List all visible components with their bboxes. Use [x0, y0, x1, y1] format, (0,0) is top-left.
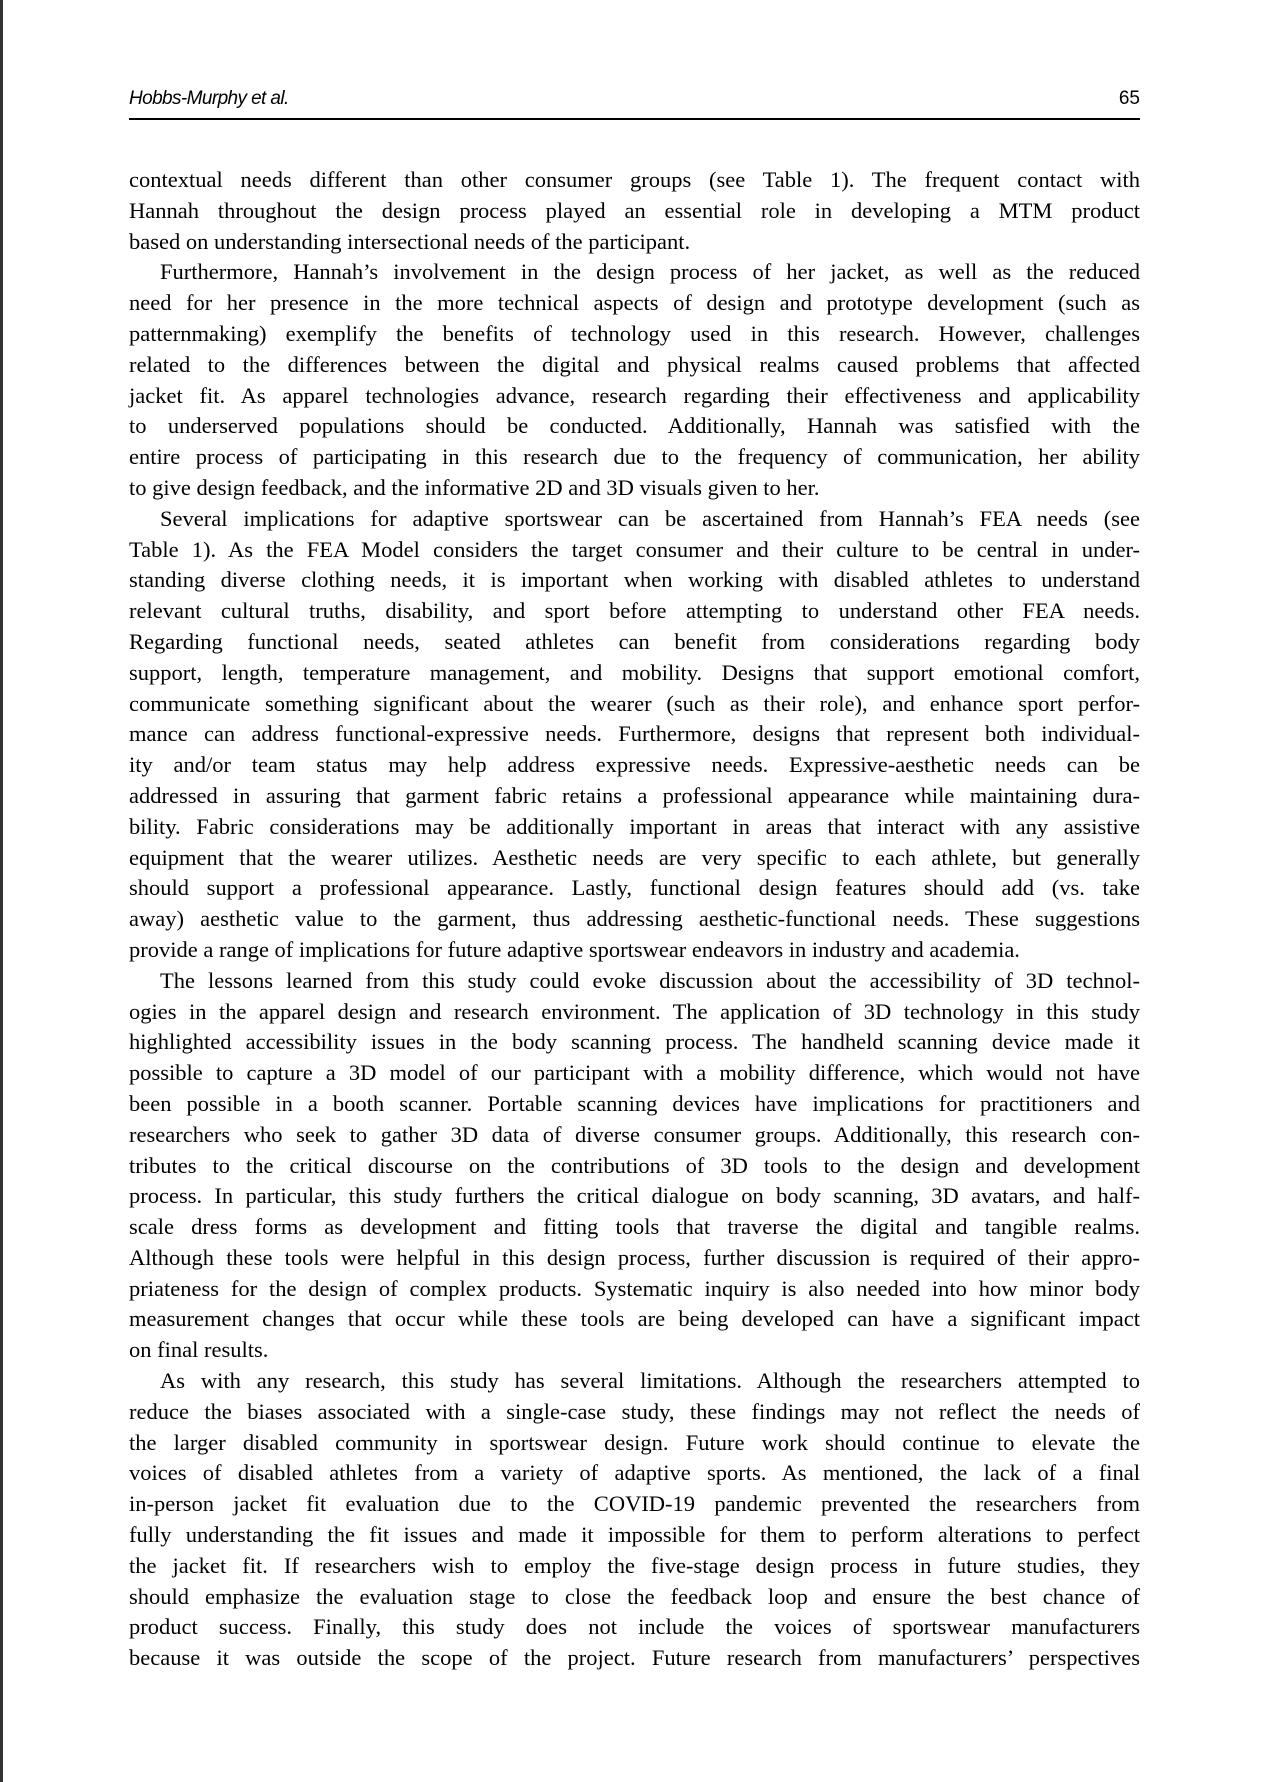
text-line: The lessons learned from this study could evoke discussion about the accessibility of 3D technol- [160, 967, 1140, 993]
text-line: to give design feedback, and the informative 2D and 3D visuals given to her. [129, 474, 820, 500]
text-line: communicate something significant about the wearer (such as their role), and enhance sport perfor- [129, 690, 1140, 716]
text-line: As with any research, this study has several limitations. Although the researchers attempted to [160, 1368, 1140, 1394]
paragraph [129, 966, 1140, 1366]
paragraph [129, 165, 1140, 257]
viewer-left-edge [0, 0, 3, 1782]
paragraph [129, 1366, 1140, 1674]
text-line: related to the differences between the digital and physical realms caused problems that affected [129, 351, 1140, 377]
page-header [129, 86, 1140, 120]
text-line: possible to capture a 3D model of our participant with a mobility difference, which would not have [129, 1060, 1140, 1086]
text-line: scale dress forms as development and fitting tools that traverse the digital and tangible realms. [129, 1214, 1140, 1240]
text-line: on final results. [129, 1337, 269, 1363]
text-line: standing diverse clothing needs, it is important when working with disabled athletes to understand [129, 567, 1140, 593]
text-line: priateness for the design of complex products. Systematic inquiry is also needed into how minor body [129, 1275, 1140, 1301]
text-line: voices of disabled athletes from a variety of adaptive sports. As mentioned, the lack of a final [129, 1460, 1140, 1486]
text-line: should emphasize the evaluation stage to close the feedback loop and ensure the best chance of [129, 1583, 1140, 1609]
body-text [129, 165, 1140, 1674]
text-line: mance can address functional-expressive needs. Furthermore, designs that represent both individual- [129, 721, 1140, 747]
text-line: measurement changes that occur while these tools are being developed can have a significant impact [129, 1306, 1140, 1332]
text-line: fully understanding the fit issues and made it impossible for them to perform alterations to perfect [129, 1522, 1140, 1548]
text-line: provide a range of implications for future adaptive sportswear endeavors in industry and academia. [129, 936, 1020, 962]
text-line: product success. Finally, this study does not include the voices of sportswear manufacturers [129, 1614, 1140, 1640]
text-line: ogies in the apparel design and research environment. The application of 3D technology in this study [129, 998, 1140, 1024]
text-line: support, length, temperature management, and mobility. Designs that support emotional comfort, [129, 659, 1140, 685]
text-line: the larger disabled community in sportswear design. Future work should continue to elevate the [129, 1429, 1140, 1455]
paragraph [129, 504, 1140, 966]
text-line: entire process of participating in this research due to the frequency of communication, her ability [129, 444, 1140, 470]
text-line: because it was outside the scope of the project. Future research from manufacturers’ perspectives [129, 1645, 1140, 1671]
text-line: in-person jacket fit evaluation due to the COVID-19 pandemic prevented the researchers from [129, 1491, 1140, 1517]
text-line: Furthermore, Hannah’s involvement in the design process of her jacket, as well as the reduced [160, 259, 1140, 285]
text-line: relevant cultural truths, disability, and sport before attempting to understand other FEA needs. [129, 598, 1140, 624]
text-line: to underserved populations should be conducted. Additionally, Hannah was satisfied with the [129, 413, 1140, 439]
text-line: Hannah throughout the design process played an essential role in developing a MTM product [129, 197, 1140, 223]
text-line: been possible in a booth scanner. Portable scanning devices have implications for practitioners and [129, 1090, 1140, 1116]
text-line: based on understanding intersectional needs of the participant. [129, 228, 691, 254]
text-line: bility. Fabric considerations may be additionally important in areas that interact with any assistive [129, 813, 1140, 839]
text-line: tributes to the critical discourse on the contributions of 3D tools to the design and development [129, 1152, 1140, 1178]
text-line: addressed in assuring that garment fabric retains a professional appearance while maintaining dura- [129, 782, 1140, 808]
text-line: need for her presence in the more technical aspects of design and prototype development (such as [129, 290, 1140, 316]
text-line: patternmaking) exemplify the benefits of technology used in this research. However, challenges [129, 320, 1140, 346]
text-line: Several implications for adaptive sportswear can be ascertained from Hannah’s FEA needs (see [160, 505, 1140, 531]
text-line: jacket fit. As apparel technologies advance, research regarding their effectiveness and applicability [129, 382, 1140, 408]
text-line: process. In particular, this study furthers the critical dialogue on body scanning, 3D avatars, and half- [129, 1183, 1140, 1209]
text-line: ity and/or team status may help address expressive needs. Expressive-aesthetic needs can be [129, 752, 1140, 778]
running-head: Hobbs-Murphy et al. [129, 88, 289, 109]
text-line: away) aesthetic value to the garment, thus addressing aesthetic-functional needs. These suggestions [129, 906, 1140, 932]
text-line: Table 1). As the FEA Model considers the target consumer and their culture to be central in under- [129, 536, 1140, 562]
text-line: the jacket fit. If researchers wish to employ the five-stage design process in future studies, they [129, 1552, 1140, 1578]
text-line: equipment that the wearer utilizes. Aesthetic needs are very specific to each athlete, but generally [129, 844, 1140, 870]
text-line: researchers who seek to gather 3D data of diverse consumer groups. Additionally, this research con- [129, 1121, 1140, 1147]
text-line: should support a professional appearance. Lastly, functional design features should add (vs. take [129, 875, 1140, 901]
paragraph [129, 257, 1140, 503]
text-line: Regarding functional needs, seated athletes can benefit from considerations regarding body [129, 628, 1140, 654]
text-line: reduce the biases associated with a single-case study, these findings may not reflect the needs of [129, 1398, 1140, 1424]
text-line: Although these tools were helpful in this design process, further discussion is required of their appro- [129, 1244, 1140, 1270]
text-line: contextual needs different than other consumer groups (see Table 1). The frequent contact with [129, 167, 1140, 192]
text-line: highlighted accessibility issues in the body scanning process. The handheld scanning device made it [129, 1029, 1140, 1055]
page-number: 65 [1118, 88, 1140, 109]
